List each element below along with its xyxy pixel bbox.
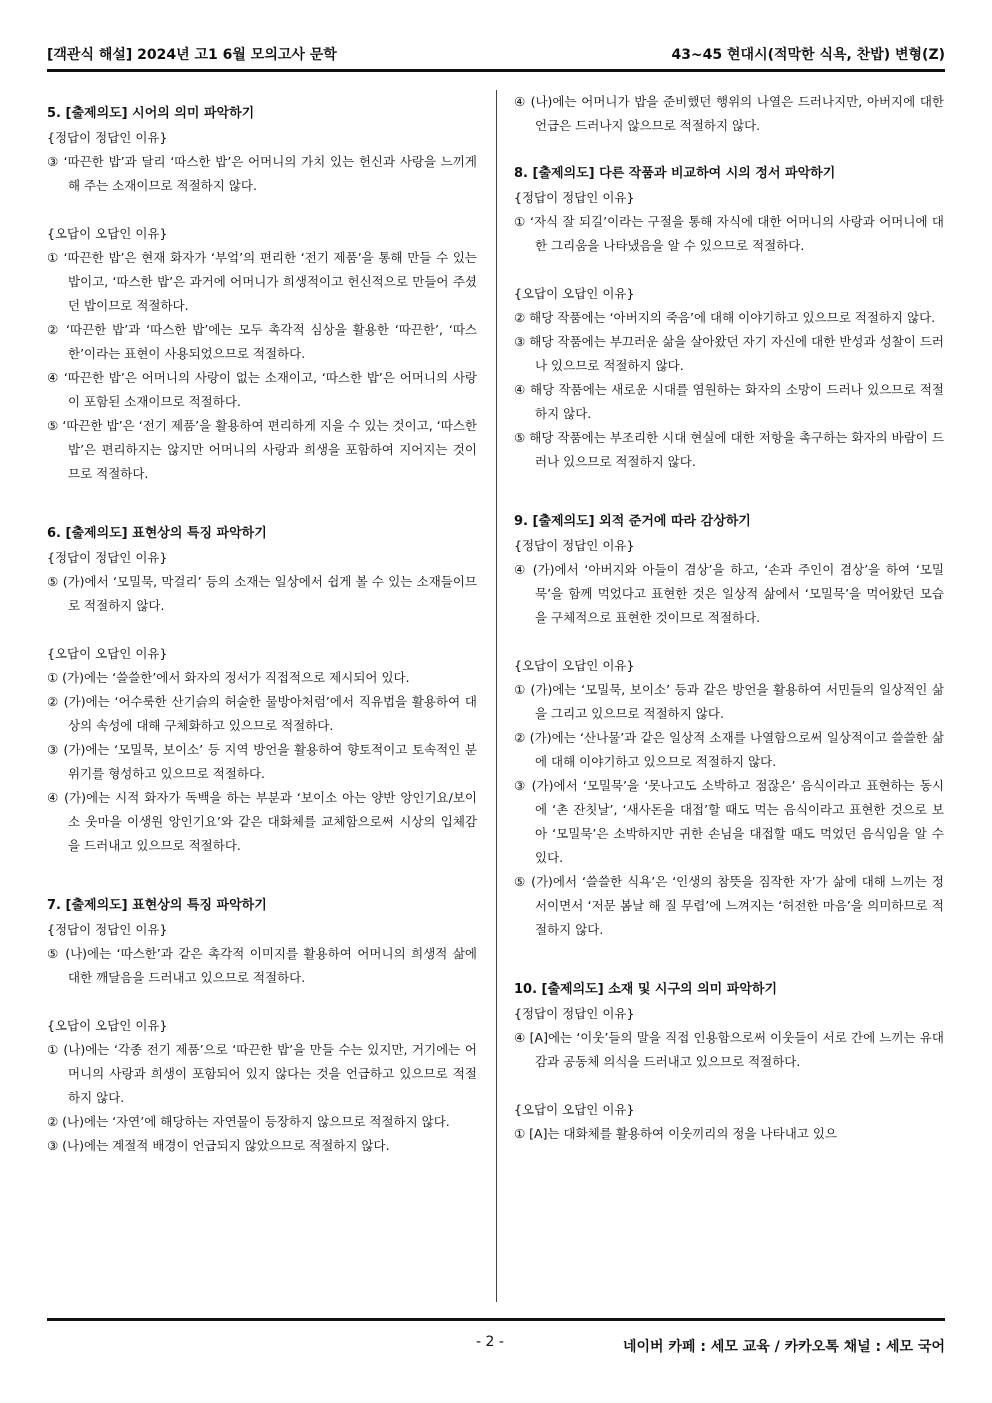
answer-item: ② (가)에는 ‘산나물’과 같은 일상적 소재를 나열함으로써 일상적이고 쓸쓸한 삶에 대해 이야기하고 있으므로 적절하지 않다. [514, 730, 944, 769]
correct-label: {정답이 정답인 이유} [514, 1006, 635, 1021]
wrong-label: {오답이 오답인 이유} [47, 646, 168, 661]
correct-label: {정답이 정답인 이유} [47, 922, 168, 937]
answer-item: ③ ‘따끈한 밥’과 달리 ‘따스한 밥’은 어머니의 가치 있는 헌신과 사랑을 느끼게 해 주는 소재이므로 적절하지 않다. [47, 154, 477, 193]
answer-item: ② (가)에는 ‘어수룩한 산기슭의 허술한 물방아처럼’에서 직유법을 활용하여 대상의 속성에 대해 구체화하고 있으므로 적절하다. [47, 694, 477, 733]
answer-item: ④ (가)에는 시적 화자가 독백을 하는 부분과 ‘보이소 아는 양반 앙인기요/보이소 웃마을 이생원 앙인기요’와 같은 대화체를 교체함으로써 시상의 입체감을 드러내고 있으므로 적절하다. [47, 790, 477, 853]
answer-item: ⑤ (나)에는 ‘따스한’과 같은 촉각적 이미지를 활용하여 어머니의 희생적 삶에 대한 깨달음을 드러내고 있으므로 적절하다. [47, 946, 477, 985]
answer-item: ④ ‘따끈한 밥’은 어머니의 사랑이 없는 소재이고, ‘따스한 밥’은 어머니의 사랑이 포함된 소재이므로 적절하다. [47, 370, 477, 409]
question-6-title: 6. [출제의도] 표현상의 특징 파악하기 [47, 526, 267, 541]
correct-label: {정답이 정답인 이유} [514, 190, 635, 205]
answer-item: ⑤ 해당 작품에는 부조리한 시대 현실에 대한 저항을 촉구하는 화자의 바람이 드러나 있으므로 적절하지 않다. [514, 430, 944, 469]
wrong-label: {오답이 오답인 이유} [47, 226, 168, 241]
answer-item: ③ (나)에는 계절적 배경이 언급되지 않았으므로 적절하지 않다. [47, 1138, 390, 1153]
left-column [47, 102, 477, 1158]
correct-label: {정답이 정답인 이유} [47, 550, 168, 565]
answer-item: ④ 해당 작품에는 새로운 시대를 염원하는 화자의 소망이 드러나 있으므로 적절하지 않다. [514, 382, 944, 421]
wrong-label: {오답이 오답인 이유} [514, 658, 635, 673]
page-header [47, 40, 945, 64]
footer-contact: 네이버 카페 : 세모 교육 / 카카오톡 채널 : 세모 국어 [622, 1339, 945, 1355]
question-10-title: 10. [출제의도] 소재 및 시구의 의미 파악하기 [514, 982, 777, 997]
wrong-label: {오답이 오답인 이유} [514, 1102, 635, 1117]
answer-item: ① [A]는 대화체를 활용하여 이웃끼리의 정을 나타내고 있으 [514, 1126, 837, 1141]
correct-label: {정답이 정답인 이유} [47, 130, 168, 145]
header-title: [객관식 해설] 2024년 고1 6월 모의고사 문학 [47, 47, 337, 63]
answer-item: ④ (나)에는 어머니가 밥을 준비했던 행위의 나열은 드러나지만, 아버지에 대한 언급은 드러나지 않으므로 적절하지 않다. [514, 94, 944, 133]
answer-item: ① ‘따끈한 밥’은 현재 화자가 ‘부엌’의 편리한 ‘전기 제품’을 통해 만들 수 있는 밥이고, ‘따스한 밥’은 과거에 어머니가 희생적이고 헌신적으로 만들어 주셨던 밥이므로 적절하다. [47, 250, 477, 313]
answer-item: ① (가)에는 ‘모밀묵, 보이소’ 등과 같은 방언을 활용하여 서민들의 일상적인 삶을 그리고 있으므로 적절하지 않다. [514, 682, 944, 721]
bottom-rule [47, 1318, 945, 1321]
question-5-title: 5. [출제의도] 시어의 의미 파악하기 [47, 106, 255, 121]
answer-item: ① ‘자식 잘 되길’이라는 구절을 통해 자식에 대한 어머니의 사랑과 어머니에 대한 그리움을 나타냈음을 알 수 있으므로 적절하다. [514, 214, 944, 253]
header-subtitle: 43~45 현대시(적막한 식욕, 찬밥) 변형(Z) [671, 47, 945, 63]
answer-item: ⑤ (가)에서 ‘쓸쓸한 식욕’은 ‘인생의 참뜻을 짐작한 자’가 삶에 대해 느끼는 정서이면서 ‘저문 봄날 해 질 무렵’에 느껴지는 ‘허전한 마음’을 의미하므로 적절하지 않다. [514, 874, 944, 937]
top-rule [47, 69, 945, 72]
wrong-label: {오답이 오답인 이유} [47, 1018, 168, 1033]
answer-item: ① (나)에는 ‘각종 전기 제품’으로 ‘따끈한 밥’을 만들 수는 있지만, 거기에는 어머니의 사랑과 희생이 포함되어 있지 않다는 것을 언급하고 있으므로 적절하지 않다. [47, 1042, 477, 1105]
answer-item: ② (나)에는 ‘자연’에 해당하는 자연물이 등장하지 않으므로 적절하지 않다. [47, 1114, 450, 1129]
answer-item: ③ (가)에는 ‘모밀묵, 보이소’ 등 지역 방언을 활용하여 향토적이고 토속적인 분위기를 형성하고 있으므로 적절하다. [47, 742, 477, 781]
column-divider [496, 90, 497, 1302]
question-9-title: 9. [출제의도] 외적 준거에 따라 감상하기 [514, 514, 751, 529]
question-8-title: 8. [출제의도] 다른 작품과 비교하여 시의 정서 파악하기 [514, 166, 836, 181]
answer-item: ① (가)에는 ‘쓸쓸한’에서 화자의 정서가 직접적으로 제시되어 있다. [47, 670, 410, 685]
answer-item: ④ (가)에서 ‘아버지와 아들이 겸상’을 하고, ‘손과 주인이 겸상’을 하여 ‘모밀묵’을 함께 먹었다고 표현한 것은 일상적 삶에서 ‘모밀묵’을 먹어왔던 모습을 구체적으로 표현한 것이므로 적절하다. [514, 562, 944, 625]
answer-item: ④ [A]에는 ‘이웃’들의 말을 직접 인용함으로써 이웃들이 서로 간에 느끼는 유대감과 공동체 의식을 드러내고 있으므로 적절하다. [514, 1030, 944, 1069]
answer-item: ③ (가)에서 ‘모밀묵’을 ‘못나고도 소박하고 점잖은’ 음식이라고 표현하는 동시에 ‘촌 잔칫날’, ‘새사돈을 대접’할 때도 먹는 음식이라고 표현한 것으로 보아 ‘모밀묵’은 소박하지만 귀한 손님을 대접할 때도 먹었던 음식임을 알 수 있다. [514, 778, 944, 865]
answer-item: ③ 해당 작품에는 부끄러운 삶을 살아왔던 자기 자신에 대한 반성과 성찰이 드러나 있으므로 적절하지 않다. [514, 334, 944, 373]
answer-item: ⑤ (가)에서 ‘모밀묵, 막걸리’ 등의 소재는 일상에서 쉽게 볼 수 있는 소재들이므로 적절하지 않다. [47, 574, 477, 613]
page-number: - 2 - [476, 1334, 504, 1350]
wrong-label: {오답이 오답인 이유} [514, 286, 635, 301]
question-7-title: 7. [출제의도] 표현상의 특징 파악하기 [47, 898, 267, 913]
answer-item: ② ‘따끈한 밥’과 ‘따스한 밥’에는 모두 촉각적 심상을 활용한 ‘따끈한’, ‘따스한’이라는 표현이 사용되었으므로 적절하다. [47, 322, 477, 361]
answer-item: ② 해당 작품에는 ‘아버지의 죽음’에 대해 이야기하고 있으므로 적절하지 않다. [514, 310, 936, 325]
correct-label: {정답이 정답인 이유} [514, 538, 635, 553]
right-column [514, 90, 944, 1146]
answer-item: ⑤ ‘따끈한 밥’은 ‘전기 제품’을 활용하여 편리하게 지을 수 있는 것이고, ‘따스한 밥’은 편리하지는 않지만 어머니의 사랑과 희생을 포함하여 지어지는 것이므로 적절하다. [47, 418, 477, 481]
